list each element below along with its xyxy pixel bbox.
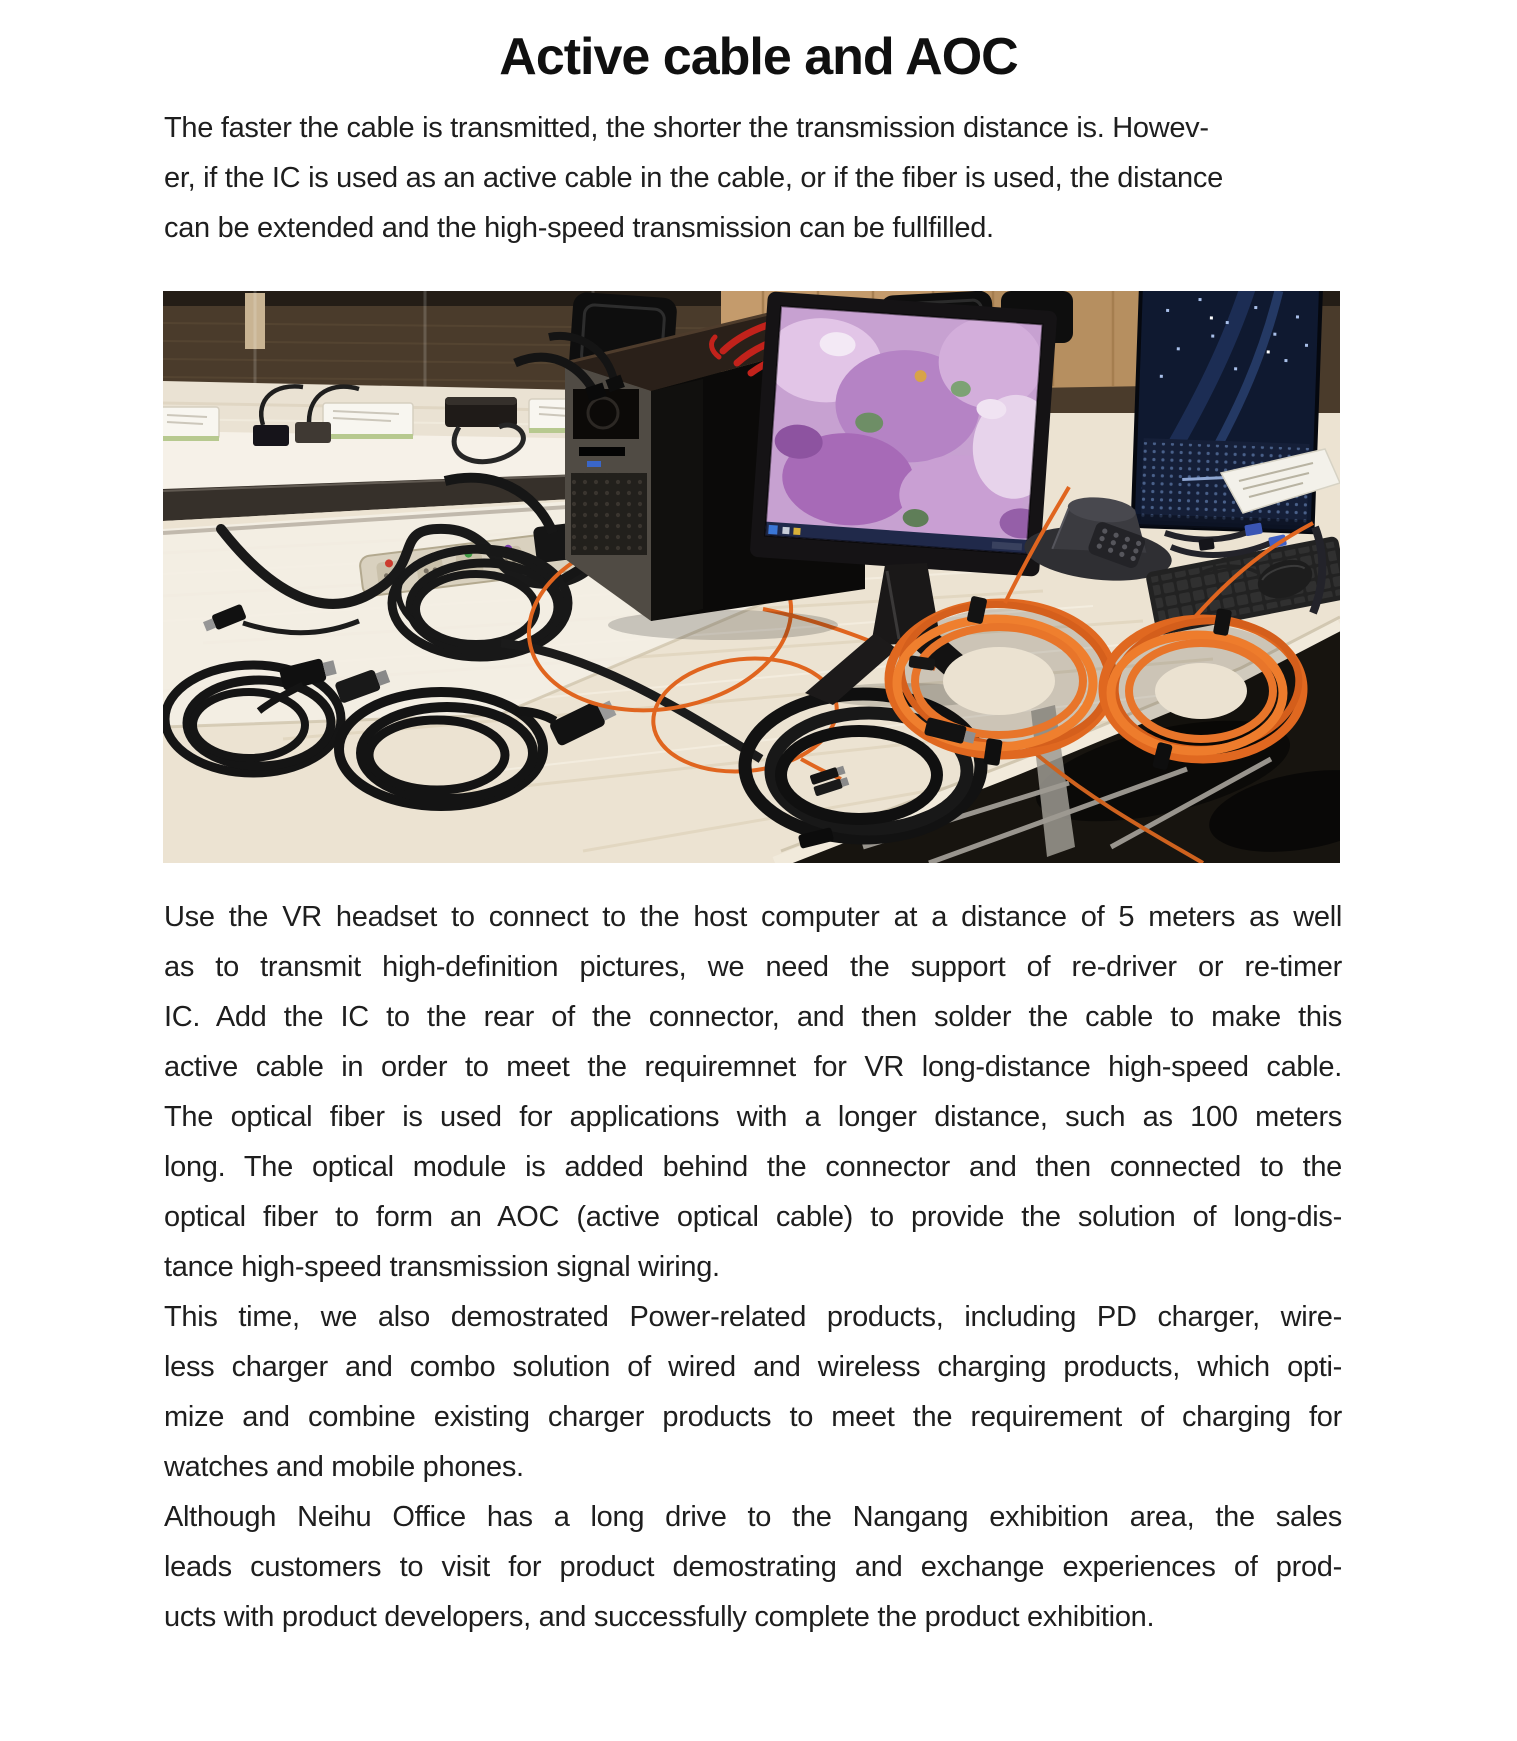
paragraph (164, 1292, 1342, 1492)
paragraph (164, 892, 1342, 1292)
text-line: tance high-speed transmission signal wiring. (164, 1251, 720, 1283)
body-paragraphs (164, 892, 1342, 1642)
text-line: leads customers to visit for product demostrating and exchange experiences of prod- (164, 1551, 1342, 1583)
text-line: can be extended and the high-speed transmission can be fullfilled. (164, 212, 994, 244)
usb-port (587, 461, 601, 467)
adapter-dongle (295, 422, 331, 443)
text-line: less charger and combo solution of wired and wireless charging products, which opti- (164, 1351, 1342, 1383)
text-line: er, if the IC is used as an active cable in the cable, or if the fiber is used, the distance (164, 162, 1223, 194)
paragraph (164, 1492, 1342, 1642)
conference-room-photo (163, 291, 1340, 863)
intro-paragraph (164, 103, 1342, 253)
text-line: The faster the cable is transmitted, the shorter the transmission distance is. Howev- (164, 112, 1209, 144)
text-line: Use the VR headset to connect to the host computer at a distance of 5 meters as well (164, 901, 1342, 933)
vent-grille (571, 473, 647, 555)
page-title: Active cable and AOC (499, 28, 1018, 86)
adapter-dongle (253, 425, 289, 446)
text-line: optical fiber to form an AOC (active optical cable) to provide the solution of long-dis- (164, 1201, 1342, 1233)
text-line: watches and mobile phones. (164, 1451, 524, 1483)
text-line: long. The optical module is added behind the connector and then connected to the (164, 1151, 1342, 1183)
text-line: This time, we also demostrated Power-related products, including PD charger, wire- (164, 1301, 1342, 1333)
text-line: IC. Add the IC to the rear of the connector, and then solder the cable to make this (164, 1001, 1342, 1033)
text-line: as to transmit high-definition pictures, we need the support of re-driver or re-timer (164, 951, 1342, 983)
text-line: active cable in order to meet the requiremnet for VR long-distance high-speed cable. (164, 1051, 1342, 1083)
text-line: The optical fiber is used for applications with a longer distance, such as 100 meters (164, 1101, 1342, 1133)
text-line: mize and combine existing charger products to meet the requirement of charging for (164, 1401, 1342, 1433)
text-line: ucts with product developers, and successfully complete the product exhibition. (164, 1601, 1155, 1633)
text-line: Although Neihu Office has a long drive to the Nangang exhibition area, the sales (164, 1501, 1342, 1533)
